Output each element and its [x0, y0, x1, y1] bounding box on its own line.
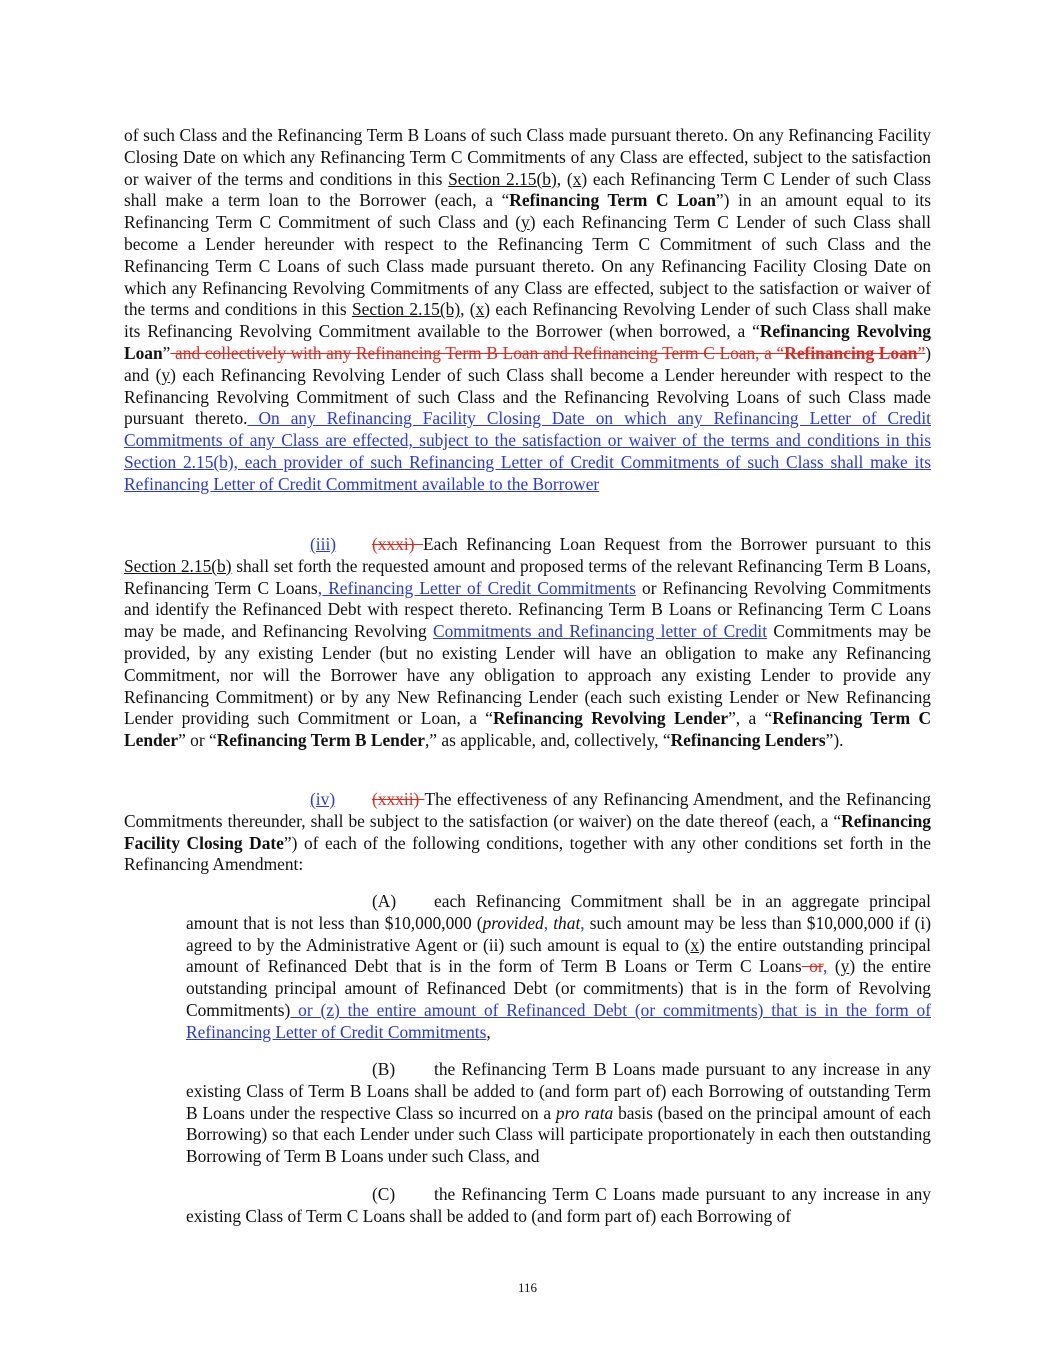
inserted-text: Commitments and Refinancing letter of Credit: [433, 621, 768, 642]
paragraph-iv-refinancing-amendment: [124, 789, 931, 876]
inserted-text: or (z) the entire amount of Refinanced Debt (or commitments) that is in the form of Refinancing Letter of Credit Commitments: [186, 999, 931, 1042]
italic-text: pro rata: [555, 1102, 614, 1123]
italic-text: provided: [482, 912, 544, 933]
clause-letter: x: [572, 168, 582, 189]
text-run: ,: [486, 1021, 491, 1042]
deleted-text: and collectively with any Refinancing Term B Loan and Refinancing Term C Loan, a “: [170, 342, 785, 363]
text-run: of such Class and the Refinancing Term B Loans of such Class made pursuant thereto. On any Refinancing Facility Closing Date on which any Refinancing Term C Commitments of any Class are effected, subject to the satisfaction or waiver of the terms and conditions in this: [124, 125, 931, 189]
subparagraph-label: (A): [372, 891, 397, 911]
inserted-text: ,: [580, 912, 585, 933]
defined-term: Refinancing Term C Loan: [509, 190, 716, 211]
text-run: such amount may be less than $10,000,000 if (i) agreed to by the Administrative Agent or (ii) such amount is equal to (: [186, 912, 932, 955]
defined-term: Refinancing Revolving Lender: [493, 708, 729, 729]
page-number: 116: [517, 1280, 538, 1295]
text-run: Commitments may be provided, by any existing Lender (but no existing Lender will have an obligation to make any Refinancing Commitment, nor will the Borrower have any obligation to approach any existing Lender to provide any Refinancing Commitment) or by any New Refinancing Lender (each such existing Lender or New Refinancing Lender providing such Commitment or Loan, a “: [124, 621, 932, 729]
text-run: ) the entire outstanding principal amount of Refinanced Debt that is in the form of Term B Loans or Term C Loans: [186, 934, 932, 977]
subparagraph-a: [186, 891, 931, 1044]
defined-term: Refinancing Term B Lender: [216, 730, 425, 751]
text-run: ”: [162, 342, 171, 363]
text-run: ) each Refinancing Term C Lender of such Class shall become a Lender hereunder with respect to the Refinancing Term C Commitment of such Class and the Refinancing Term C Loans of such Class made pursuant thereto. On any Refinancing Facility Closing Date on which any Refinancing Revolving Commitments of any Class are effected, subject to the satisfaction or waiver of the terms and conditions in this: [124, 212, 931, 320]
inserted-text: , Refinancing Letter of Credit Commitments: [317, 577, 636, 598]
inserted-text: ,: [822, 956, 828, 977]
text-run: ”) in an amount equal to its Refinancing Term C Commitment of such Class and (: [124, 190, 932, 233]
section-reference: Section 2.15(b): [448, 168, 557, 189]
inserted-text: On any Refinancing Facility Closing Date on which any Refinancing Letter of Credit Commitments of any Class are effected, subject to the satisfaction or waiver of the terms and conditions in this Section 2.15(b), each provider of such Refinancing Letter of Credit Commitments of such Class shall make its Refinancing Letter of Credit Commitment available to the Borrower: [124, 408, 931, 494]
deleted-defined-term: Refinancing Loan: [784, 342, 918, 363]
defined-term: Refinancing Term C Lender: [124, 708, 932, 751]
text-run: , (: [556, 168, 573, 189]
inserted-text: ,: [543, 912, 549, 933]
clause-letter: y: [161, 364, 171, 385]
text-run: each Refinancing Commitment shall be in an aggregate principal amount that is not less than $10,000,000 (: [186, 891, 931, 933]
text-run: ”) of each of the following conditions, together with any other conditions set forth in the Refinancing Amendment:: [124, 832, 931, 875]
text-run: ) each Refinancing Revolving Lender of such Class shall make its Refinancing Revolving Commitment available to the Borrower (when borrowed, a “: [124, 299, 931, 342]
paragraph-number-deleted: (xxxi): [372, 534, 423, 554]
text-run: ”, a “: [728, 708, 773, 729]
text-run: ) each Refinancing Revolving Lender of such Class shall become a Lender hereunder with respect to the Refinancing Revolving Commitment of such Class and the Refinancing Revolving Loans of such Class made pursuant thereto.: [124, 364, 932, 429]
subparagraph-c: [186, 1184, 931, 1228]
italic-text: that: [548, 912, 581, 933]
text-run: or Refinancing Revolving Commitments and identify the Refinanced Debt with respect thereto. Refinancing Term B Loans or Refinancing Term C Loans may be made, and Refinancing Revolving: [124, 577, 931, 642]
defined-term: Refinancing Lenders: [670, 730, 826, 751]
paragraph-number-inserted: (iv): [310, 789, 336, 809]
text-run: ) and (: [124, 342, 931, 385]
clause-letter: x: [475, 299, 485, 320]
text-run: ,” as applicable, and, collectively, “: [424, 730, 671, 751]
subparagraph-label: (C): [372, 1184, 396, 1204]
text-run: ”).: [825, 730, 844, 751]
text-run: (: [827, 956, 841, 977]
defined-term: Refinancing Facility Closing Date: [124, 810, 931, 853]
text-run: Each Refinancing Loan Request from the Borrower pursuant to this: [422, 534, 931, 554]
paragraph-number-deleted: (xxxii): [372, 789, 425, 809]
text-run: basis (based on the principal amount of each Borrowing) so that each Lender under such Class will participate proportionately in each then outstanding Borrowing of Term B Loans under such Class, and: [186, 1102, 931, 1167]
text-run: ” or “: [178, 730, 217, 751]
defined-term: Refinancing Revolving Loan: [124, 321, 931, 363]
text-run: The effectiveness of any Refinancing Amendment, and the Refinancing Commitments thereunder, shall be subject to the satisfaction (or waiver) on the date thereof (each, a “: [124, 789, 931, 831]
paragraph-iii-refinancing-loan-request: [124, 534, 931, 752]
subparagraph-label: (B): [372, 1059, 396, 1079]
clause-letter: y: [840, 956, 850, 977]
subparagraph-b: [186, 1059, 931, 1168]
clause-letter: y: [521, 212, 530, 233]
deleted-text: ”: [917, 342, 926, 363]
text-run: shall set forth the requested amount and proposed terms of the relevant Refinancing Term B Loans, Refinancing Term C Loans: [124, 555, 931, 598]
text-run: ) the entire outstanding principal amount of Refinanced Debt (or commitments) that is in the form of Revolving Commitments): [186, 956, 931, 1020]
text-run: ) each Refinancing Term C Lender of such Class shall make a term loan to the Borrower (each, a “: [124, 168, 931, 211]
paragraph-refinancing-commitments: [124, 125, 931, 496]
text-run: the Refinancing Term B Loans made pursuant to any increase in any existing Class of Term B Loans shall be added to (and form part of) each Borrowing of outstanding Term B Loans under the respective Class so incurred on a: [186, 1059, 931, 1123]
paragraph-number-inserted: (iii): [310, 534, 337, 554]
section-reference: Section 2.15(b): [351, 299, 461, 320]
section-reference: Section 2.15(b): [124, 555, 232, 576]
clause-letter: x: [690, 934, 700, 955]
deleted-text: or: [801, 956, 823, 977]
text-run: the Refinancing Term C Loans made pursuant to any increase in any existing Class of Term C Loans shall be added to (and form part of) each Borrowing of: [186, 1184, 931, 1226]
text-run: , (: [460, 299, 476, 320]
